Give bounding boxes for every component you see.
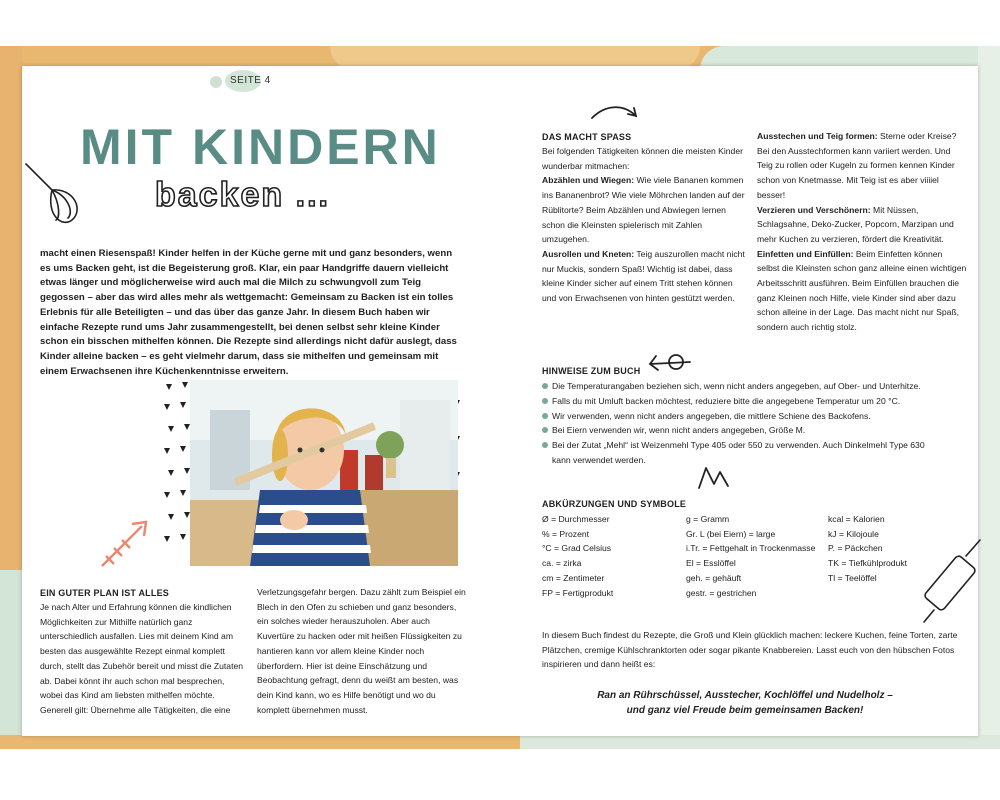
- spass-column-1: [542, 144, 747, 306]
- zigzag-doodle-icon: [696, 462, 732, 492]
- abk-item: Ø = Durchmesser: [542, 514, 610, 524]
- loop-arrow-doodle-icon: [646, 350, 696, 376]
- child-baking-photo: [190, 380, 458, 566]
- hinweis-item: Wir verwenden, wenn nicht anders angegeben, die mittlere Schiene des Backofens.: [542, 409, 942, 424]
- background-band-left-mint: [0, 570, 22, 740]
- page-subtitle: backen ...: [155, 176, 330, 214]
- plan-heading: EIN GUTER PLAN IST ALLES: [40, 588, 169, 598]
- plan-column-1: Je nach Alter und Erfahrung können die kindlichen Möglichkeiten zur Mithilfe natürlich ganz unterschiedlich ausfallen. Lies mit deinem Kind am besten das ausgewählte Rezept einmal komplett durch, stellt das Zubehör bereit und misst die Zutaten ab. Dabei könnt ihr auch schon mal besprechen, wobei das Kind am liebsten mithelfen möchte. Generell gilt: Übernehme alle Tätigkeiten, die eine: [40, 602, 244, 715]
- spass-term-3: Ausstechen und Teig formen:: [757, 131, 878, 141]
- spass-text-3: Sterne oder Kreise? Bei den Ausstechformen kann variiert werden. Und Teig zu rollen oder Kugeln zu formen kennen Kinder schon von Knetmasse. Mit Teig ist es aber viiiiel besser!: [757, 131, 957, 200]
- abk-item: Gr. L (bei Eiern) = large: [686, 528, 776, 539]
- spass-column-2: [757, 129, 967, 335]
- abk-item: ca. = zirka: [542, 558, 582, 569]
- background-band-bottom-mint: [520, 735, 1000, 749]
- page-title: MIT KINDERN: [80, 119, 441, 175]
- abk-column-3: [828, 512, 907, 586]
- abk-item: cm = Zentimeter: [542, 572, 605, 583]
- abk-heading: ABKÜRZUNGEN UND SYMBOLE: [542, 499, 687, 509]
- spass-text-4: Mit Nüssen, Schlagsahne, Deko-Zucker, Popcorn, Marzipan und mehr Kuchen zu verzieren, fördert die Kreativität.: [757, 204, 954, 244]
- hinweis-item: Bei der Zutat „Mehl“ ist Weizenmehl Type 405 oder 550 zu verwenden. Auch Dinkelmehl Type 630 kann verwendet werden.: [542, 438, 942, 468]
- abk-column-1: [542, 512, 613, 600]
- spass-text-5: Beim Einfetten können selbst die Kleinsten schon ganz alleine einen wichtigen Arbeitsschritt ausführen. Beim Einfüllen brauchen die ganz Kleinen noch Hilfe, viele Kinder sind aber dazu schon alleine in der Lage. Das macht nicht nur Spaß, sondern auch richtig stolz.: [757, 248, 967, 333]
- arrow-doodle-icon: [588, 100, 644, 130]
- outro-paragraph: In diesem Buch findest du Rezepte, die Groß und Klein glücklich machen: leckere Kuchen, feine Torten, zarte Plätzchen, cremige Kühlschranktorten oder sogar pikante Knabbereien. Lasst euch von den hübschen Fotos inspirieren und dann heißt es:: [542, 630, 958, 670]
- spass-intro: Bei folgenden Tätigkeiten können die meisten Kinder wunderbar mitmachen:: [542, 146, 743, 171]
- hinweise-heading: HINWEISE ZUM BUCH: [542, 366, 641, 376]
- abk-item: El = Esslöffel: [686, 558, 736, 569]
- hinweis-item: Die Temperaturangaben beziehen sich, wenn nicht anders angegeben, auf Ober- und Unterhitze.: [542, 379, 942, 394]
- page-label: SEITE 4: [230, 75, 271, 86]
- abk-item: TK = Tiefkühlprodukt: [828, 558, 908, 569]
- spass-text-2: Teig auszurollen macht nicht nur Muckis, sondern Spaß! Wichtig ist dabei, dass kleine Kinder sicher auf einem Tritt stehen können und von Erwachsenen von hinten gestützt werden.: [542, 248, 745, 304]
- rolling-pin-icon: [916, 530, 992, 626]
- abk-item: gestr. = gestrichen: [686, 587, 757, 598]
- spass-text-1: Wie viele Bananen kommen ins Bananenbrot? Wie viele Möhrchen landen auf der Rüblitorte? Beim Abzählen und Abwiegen lernen schon die Kleinsten spielerisch mit Zahlen umzugehen.: [542, 175, 745, 245]
- abk-item: % = Prozent: [542, 528, 590, 539]
- spass-term-4: Verzieren und Verschönern:: [757, 204, 871, 215]
- spass-term-1: Abzählen und Wiegen:: [542, 175, 635, 186]
- abk-item: FP = Fertigprodukt: [542, 587, 614, 598]
- abk-item: geh. = gehäuft: [686, 572, 742, 583]
- striped-arrow-icon: [96, 518, 152, 572]
- plan-column-2: Verletzungsgefahr bergen. Dazu zählt zum Beispiel ein Blech in den Ofen zu schieben und ganz besonders, ein solches wieder herauszuholen. Aber auch Kuvertüre zu hacken oder mit heißen Flüssigkeiten zu hantieren kann vor allem kleine Kinder noch überfordern. Hier ist deine Einschätzung und Beobachtung gefragt, denn du weißt am besten, was dein Kind kann, wo es Hilfe benötigt und wo du komplett übernehmen musst.: [257, 587, 466, 715]
- page-label-dot: [210, 76, 222, 88]
- hinweis-item: Falls du mit Umluft backen möchtest, reduziere bitte die angegebene Temperatur um 20 °C.: [542, 394, 942, 409]
- abk-item: Tl = Teelöffel: [828, 572, 877, 583]
- spass-term-2: Ausrollen und Kneten:: [542, 248, 635, 259]
- closing-line-1: Ran an Rührschüssel, Ausstecher, Kochlöffel und Nudelholz –: [597, 690, 893, 701]
- hinweis-item: Bei Eiern verwenden wir, wenn nicht anders angegeben, Größe M.: [542, 423, 942, 438]
- abk-item: i.Tr. = Fettgehalt in Trockenmasse: [686, 543, 816, 554]
- spass-heading: DAS MACHT SPASS: [542, 132, 632, 142]
- abk-item: kcal = Kalorien: [828, 514, 885, 524]
- abk-item: g = Gramm: [686, 514, 730, 524]
- abk-item: kJ = Kilojoule: [828, 528, 879, 539]
- hinweise-list: [542, 379, 942, 468]
- closing-line-2: und ganz viel Freude beim gemeinsamen Backen!: [626, 705, 864, 716]
- abk-column-2: [686, 512, 815, 600]
- abk-item: °C = Grad Celsius: [542, 543, 612, 554]
- closing-statement: [570, 688, 920, 718]
- spass-term-5: Einfetten und Einfüllen:: [757, 248, 854, 259]
- intro-paragraph: macht einen Riesenspaß! Kinder helfen in der Küche gerne mit und ganz besonders, wenn es ums Backen geht, ist die Begeisterung groß. Klar, ein paar Handgriffe dauern vielleicht etwas länger und möglicherweise wird auch mal die Milch zu schwungvoll zum Teig gegossen – aber das wird alles mehr als wettgemacht: Gemeinsam zu Backen ist ein tolles Erlebnis für alle Beteiligten – und das über das ganze Jahr. In diesem Buch haben wir einfache Rezepte rund ums Jahr zusammengestellt, bei denen selbst sehr kleine Kinder schon ein bisschen mithelfen können. Die Rezepte sind allerdings nicht dafür auslegt, dass Kinder alleine backen – es geht vielmehr darum, dass sie mithelfen und gemeinsam mit einem Erwachsenen ihre Küchenkenntnisse erweitern.: [40, 248, 457, 377]
- abk-item: P. = Päckchen: [828, 543, 883, 554]
- background-band-right: [978, 46, 1000, 746]
- whisk-icon: [24, 160, 84, 230]
